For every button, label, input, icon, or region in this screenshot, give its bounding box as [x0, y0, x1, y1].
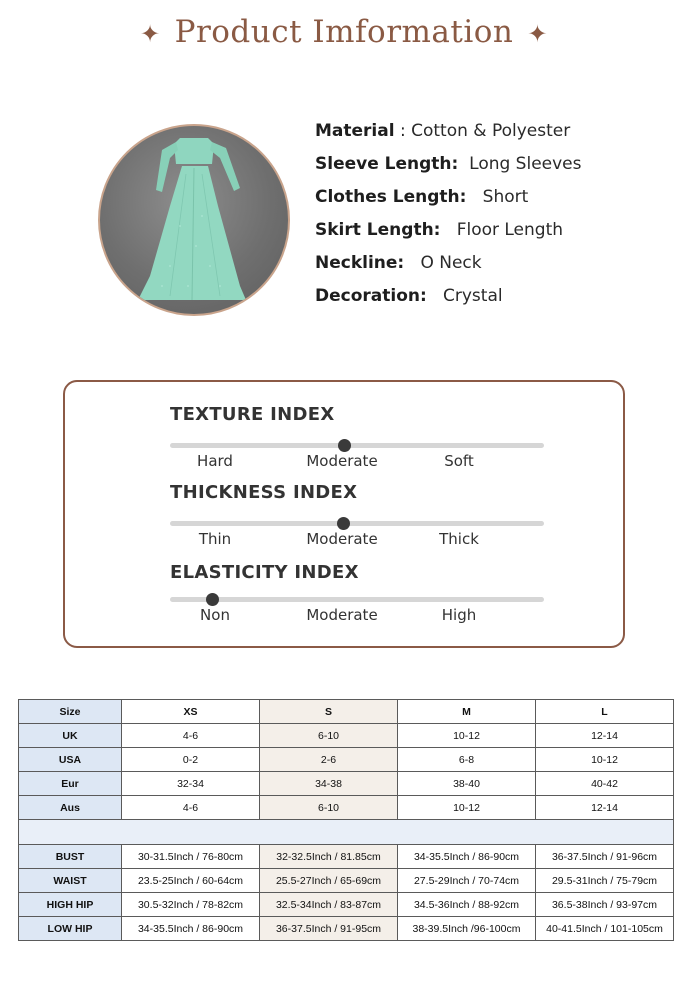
texture-index-track — [170, 443, 544, 448]
table-row — [19, 748, 674, 772]
size-header-xs: XS — [122, 700, 260, 724]
table-cell: 12-14 — [536, 724, 674, 748]
size-chart-table — [18, 699, 674, 941]
table-row — [19, 893, 674, 917]
table-cell: 34-35.5Inch / 86-90cm — [122, 917, 260, 941]
size-header-row — [19, 700, 674, 724]
table-cell: 27.5-29Inch / 70-74cm — [398, 869, 536, 893]
table-cell: 38-40 — [398, 772, 536, 796]
table-row — [19, 796, 674, 820]
spec-sleeve-length: Sleeve Length: Long Sleeves — [315, 154, 582, 174]
table-cell: 32-32.5Inch / 81.85cm — [260, 845, 398, 869]
texture-option-moderate: Moderate — [306, 452, 378, 470]
row-label-waist: WAIST — [19, 869, 122, 893]
table-cell: 23.5-25Inch / 60-64cm — [122, 869, 260, 893]
spec-material: Material : Cotton & Polyester — [315, 121, 571, 141]
table-row — [19, 724, 674, 748]
size-header-m: M — [398, 700, 536, 724]
thickness-index-title: THICKNESS INDEX — [170, 482, 358, 503]
spacer-cell — [19, 820, 674, 845]
row-label-usa: USA — [19, 748, 122, 772]
table-cell: 12-14 — [536, 796, 674, 820]
spec-clothes-length: Clothes Length: Short — [315, 187, 529, 207]
thickness-option-thin: Thin — [198, 530, 232, 548]
table-cell: 2-6 — [260, 748, 398, 772]
table-cell: 29.5-31Inch / 75-79cm — [536, 869, 674, 893]
dress-image — [100, 126, 288, 314]
size-header-s: S — [260, 700, 398, 724]
row-label-uk: UK — [19, 724, 122, 748]
texture-option-hard: Hard — [197, 452, 233, 470]
thickness-index-marker — [337, 517, 350, 530]
table-cell: 6-10 — [260, 724, 398, 748]
row-label-bust: BUST — [19, 845, 122, 869]
table-cell: 30.5-32Inch / 78-82cm — [122, 893, 260, 917]
table-cell: 10-12 — [398, 724, 536, 748]
spec-decoration: Decoration: Crystal — [315, 286, 503, 306]
table-cell: 34-38 — [260, 772, 398, 796]
sparkle-icon: ✦ — [139, 20, 161, 48]
elasticity-option-non: Non — [200, 606, 230, 624]
table-cell: 6-10 — [260, 796, 398, 820]
spec-list — [315, 118, 582, 316]
thickness-index-track — [170, 521, 544, 526]
table-cell: 6-8 — [398, 748, 536, 772]
texture-option-soft: Soft — [444, 452, 474, 470]
table-cell: 0-2 — [122, 748, 260, 772]
elasticity-index-title: ELASTICITY INDEX — [170, 562, 359, 583]
table-cell: 36-37.5Inch / 91-95cm — [260, 917, 398, 941]
table-cell: 4-6 — [122, 796, 260, 820]
table-cell: 10-12 — [398, 796, 536, 820]
table-cell: 32.5-34Inch / 83-87cm — [260, 893, 398, 917]
row-label-low-hip: LOW HIP — [19, 917, 122, 941]
table-cell: 4-6 — [122, 724, 260, 748]
thickness-option-thick: Thick — [439, 530, 479, 548]
table-cell: 34-35.5Inch / 86-90cm — [398, 845, 536, 869]
table-row — [19, 845, 674, 869]
product-photo — [98, 124, 290, 316]
page-title — [0, 14, 688, 50]
table-cell: 25.5-27Inch / 65-69cm — [260, 869, 398, 893]
table-cell: 34.5-36Inch / 88-92cm — [398, 893, 536, 917]
elasticity-index-marker — [206, 593, 219, 606]
elasticity-index-track — [170, 597, 544, 602]
table-cell: 38-39.5Inch /96-100cm — [398, 917, 536, 941]
size-header-cell: Size — [19, 700, 122, 724]
table-row — [19, 869, 674, 893]
spec-neckline: Neckline: O Neck — [315, 253, 482, 273]
table-cell: 36-37.5Inch / 91-96cm — [536, 845, 674, 869]
thickness-option-moderate: Moderate — [306, 530, 378, 548]
table-row — [19, 772, 674, 796]
table-cell: 40-42 — [536, 772, 674, 796]
table-spacer-row — [19, 820, 674, 845]
sparkle-icon: ✦ — [527, 20, 549, 48]
row-label-aus: Aus — [19, 796, 122, 820]
row-label-high-hip: HIGH HIP — [19, 893, 122, 917]
elasticity-option-moderate: Moderate — [306, 606, 378, 624]
table-cell: 36.5-38Inch / 93-97cm — [536, 893, 674, 917]
table-cell: 10-12 — [536, 748, 674, 772]
size-header-l: L — [536, 700, 674, 724]
table-cell: 32-34 — [122, 772, 260, 796]
texture-index-title: TEXTURE INDEX — [170, 404, 335, 425]
row-label-eur: Eur — [19, 772, 122, 796]
table-cell: 30-31.5Inch / 76-80cm — [122, 845, 260, 869]
spec-skirt-length: Skirt Length: Floor Length — [315, 220, 564, 240]
texture-index-marker — [338, 439, 351, 452]
elasticity-option-high: High — [441, 606, 477, 624]
table-cell: 40-41.5Inch / 101-105cm — [536, 917, 674, 941]
title-text: Product Imformation — [174, 14, 514, 50]
fabric-index-panel — [63, 380, 625, 648]
table-row — [19, 917, 674, 941]
